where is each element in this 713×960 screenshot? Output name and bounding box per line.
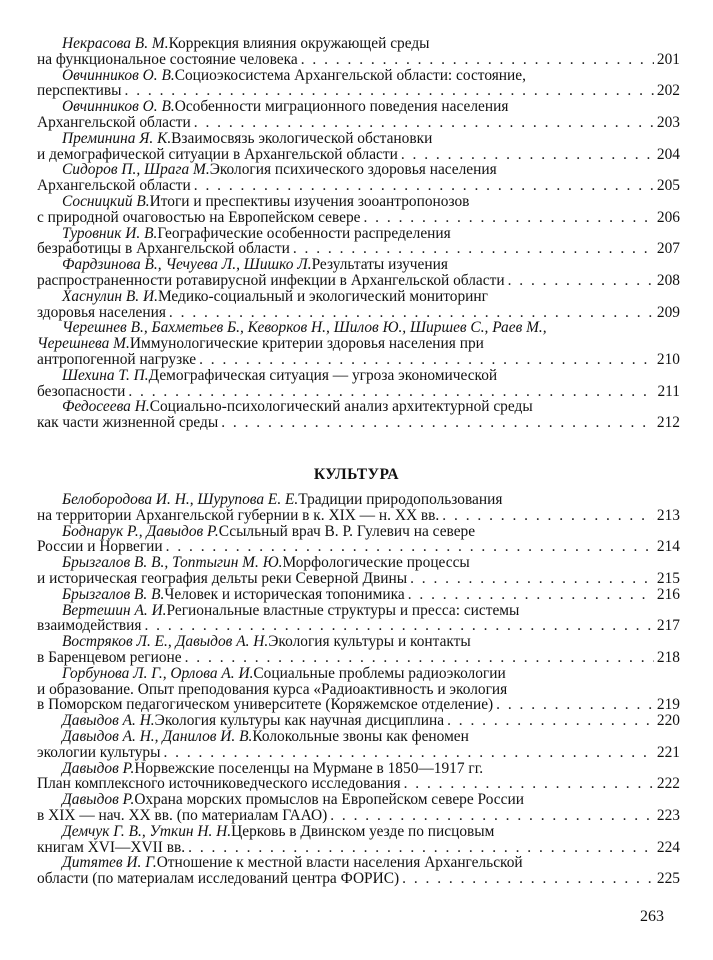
- entry-page-number: 204: [656, 145, 680, 163]
- entry-authors: Туровник И. В.: [62, 224, 158, 242]
- entry-page-number: 210: [656, 350, 680, 368]
- dot-leader: [163, 745, 653, 761]
- contents-entry: [37, 492, 680, 524]
- entry-title: Традиции природопользования: [298, 491, 503, 508]
- entry-line: [37, 824, 680, 840]
- contents-entry: [37, 524, 680, 556]
- entry-title: Отношение к местной власти населения Архангельской: [156, 854, 523, 872]
- entry-line: [37, 618, 680, 634]
- entry-line: [37, 68, 680, 84]
- dot-leader: [221, 415, 654, 431]
- entry-authors: Давыдов А. Н.: [62, 712, 155, 730]
- entry-title: на функциональное состояние человека: [37, 50, 298, 68]
- entry-title: книгам XVI—XVII вв.: [37, 838, 186, 856]
- entry-title: Региональные властные структуры и пресса: системы: [166, 601, 520, 619]
- entry-line: [37, 587, 680, 603]
- entry-line: [37, 194, 680, 210]
- entry-title: антропогенной нагрузке: [37, 350, 197, 368]
- entry-title: Архангельской области: [37, 177, 191, 195]
- entry-line: [37, 761, 680, 777]
- contents-entry: [37, 289, 680, 321]
- entry-authors: Белобородова И. Н., Шурупова Е. Е.: [62, 491, 299, 508]
- entry-authors: Некрасова В. М.: [62, 35, 169, 52]
- contents-entry: [37, 587, 680, 603]
- entry-line: [37, 226, 680, 242]
- entry-line: [37, 603, 680, 619]
- entry-authors: Фардзинова В., Чечуева Л., Шишко Л.: [62, 256, 312, 274]
- entry-line: [37, 492, 680, 508]
- entry-title: Экология культуры и контакты: [268, 633, 471, 651]
- contents-entry: [37, 792, 680, 824]
- contents-entry: [37, 320, 680, 367]
- entry-title: здоровья населения: [37, 303, 166, 321]
- entry-title: в XIX — нач. XX вв. (по материалам ГААО): [37, 806, 328, 824]
- entry-line: [37, 399, 680, 415]
- entry-title: безопасности: [37, 382, 126, 400]
- contents-entry: [37, 68, 680, 100]
- dot-leader: [496, 697, 654, 713]
- entry-line: [37, 855, 680, 871]
- entry-title: Иммунологические критерии здоровья населения при: [129, 335, 484, 353]
- entry-line: [37, 305, 680, 321]
- entry-title: на территории Архангельской губернии в к. XIX — н. XX вв.: [37, 506, 440, 524]
- entry-page-number: 221: [656, 743, 680, 761]
- entry-page-number: 206: [656, 208, 680, 226]
- dot-leader: [301, 52, 654, 68]
- contents-entry: [37, 666, 680, 713]
- entry-authors: Давыдов Р.: [62, 791, 135, 809]
- entry-authors: Шехина Т. П.: [62, 366, 149, 384]
- dot-leader: [166, 539, 654, 555]
- entry-authors: Востряков Л. Е., Давыдов А. Н.: [62, 633, 269, 651]
- entry-line: [37, 147, 680, 163]
- dot-leader: [442, 508, 654, 524]
- entry-title: и образование. Опыт преподования курса «Радиоактивность и экология: [37, 680, 508, 698]
- entry-authors: Боднарук Р., Давыдов Р.: [62, 522, 219, 540]
- entry-line: [37, 682, 680, 698]
- dot-leader: [408, 587, 654, 603]
- entry-line: [37, 729, 680, 745]
- entry-line: [37, 257, 680, 273]
- entry-line: [37, 52, 680, 68]
- entry-page-number: 208: [656, 271, 680, 289]
- contents-entry: [37, 824, 680, 856]
- entry-line: [37, 666, 680, 682]
- entry-line: [37, 241, 680, 257]
- contents-entry: [37, 399, 680, 431]
- entry-authors: Демчук Г. В., Уткин Н. Н.: [62, 822, 232, 840]
- entry-title: Особенности миграционного поведения населения: [174, 98, 509, 116]
- entry-page-number: 220: [656, 712, 680, 730]
- entry-authors: Горбунова Л. Г., Орлова А. И.: [62, 664, 254, 682]
- entry-page-number: 222: [656, 775, 680, 793]
- entry-page-number: 207: [656, 240, 680, 258]
- dot-leader: [402, 871, 654, 887]
- entry-title: Взаимосвязь экологической обстановки: [171, 129, 433, 147]
- contents-entry: [37, 257, 680, 289]
- entry-line: [37, 792, 680, 808]
- entry-line: [37, 36, 680, 52]
- entry-line: [37, 508, 680, 524]
- entry-page-number: 209: [656, 303, 680, 321]
- entry-title: Морфологические процессы: [282, 554, 470, 572]
- entry-title: в Баренцевом регионе: [37, 648, 182, 666]
- dot-leader: [330, 808, 654, 824]
- dot-leader: [169, 305, 654, 321]
- entry-line: [37, 634, 680, 650]
- entry-page-number: 224: [656, 838, 680, 856]
- entry-title: области (по материалам исследований центра ФОРИС): [37, 870, 400, 888]
- entry-page-number: 219: [656, 696, 680, 714]
- entry-title: Архангельской области: [37, 113, 191, 131]
- entry-page-number: 213: [656, 506, 680, 524]
- entry-page-number: 215: [656, 569, 680, 587]
- contents-entry: [37, 194, 680, 226]
- dot-leader: [404, 776, 654, 792]
- entry-line: [37, 524, 680, 540]
- entry-title: Итоги и преспективы изучения зооантропонозов: [149, 192, 470, 210]
- entry-title: Коррекция влияния окружающей среды: [168, 35, 430, 52]
- entry-title: План комплексного источниковедческого исследования: [37, 775, 401, 793]
- entry-authors: Преминина Я. К.: [62, 129, 172, 147]
- contents-entry: [37, 131, 680, 163]
- dot-leader: [401, 147, 654, 163]
- entry-line: [37, 745, 680, 761]
- page-number: 263: [640, 908, 664, 925]
- entry-title: перспективы: [37, 82, 122, 100]
- entry-page-number: 201: [656, 50, 680, 68]
- entry-page-number: 225: [656, 870, 680, 888]
- entry-authors: Сидоров П., Шрага М.: [62, 161, 210, 179]
- entry-line: [37, 871, 680, 887]
- entry-line: [37, 368, 680, 384]
- dot-leader: [293, 241, 654, 257]
- entry-title: как части жизненной среды: [37, 414, 219, 432]
- contents-list-top: [37, 36, 680, 431]
- entry-title: Экология психического здоровья населения: [209, 161, 497, 179]
- entry-authors: Черешнев В., Бахметьев Б., Кеворков Н., Шилов Ю., Ширшев С., Раев М.,: [62, 319, 547, 337]
- entry-title: и демографической ситуации в Архангельской области: [37, 145, 398, 163]
- entry-authors: Давыдов А. Н., Данилов И. В.: [62, 727, 253, 745]
- entry-title: Результаты изучения: [311, 256, 448, 274]
- entry-page-number: 214: [656, 538, 680, 556]
- dot-leader: [128, 384, 654, 400]
- contents-entry: [37, 713, 680, 729]
- contents-list-culture: [37, 492, 680, 887]
- entry-page-number: 205: [656, 177, 680, 195]
- entry-line: [37, 384, 680, 400]
- entry-title: Церковь в Двинском уезде по писцовым: [231, 822, 495, 840]
- entry-title: Медико-социальный и экологический мониторинг: [157, 287, 488, 305]
- entry-page-number: 212: [656, 414, 680, 432]
- entry-authors: Брызгалов В. В.: [62, 585, 165, 603]
- entry-line: [37, 840, 680, 856]
- entry-title: Демографическая ситуация — угроза экономической: [148, 366, 498, 384]
- dot-leader: [185, 650, 654, 666]
- contents-entry: [37, 634, 680, 666]
- entry-page-number: 218: [656, 648, 680, 666]
- entry-line: [37, 555, 680, 571]
- entry-line: [37, 162, 680, 178]
- entry-authors: Черешнева М.: [37, 335, 130, 353]
- entry-authors: Вертешин А. И.: [62, 601, 167, 619]
- entry-title: взаимодействия: [37, 617, 142, 635]
- entry-title: безработицы в Архангельской области: [37, 240, 290, 258]
- entry-title: с природной очаговостью на Европейском севере: [37, 208, 361, 226]
- entry-title: Экология культуры как научная дисциплина: [154, 712, 445, 730]
- entry-title: России и Норвегии: [37, 538, 163, 556]
- entry-page-number: 216: [656, 585, 680, 603]
- entry-line: [37, 352, 680, 368]
- entry-line: [37, 808, 680, 824]
- entry-title: Социально-психологический анализ архитектурной среды: [149, 398, 533, 416]
- entry-title: Социальные проблемы радиоэкологии: [253, 664, 506, 682]
- entry-line: [37, 415, 680, 431]
- entry-title: Ссыльный врач В. Р. Гулевич на севере: [218, 522, 476, 540]
- entry-authors: Овчинников О. В.: [62, 66, 175, 84]
- entry-line: [37, 178, 680, 194]
- entry-line: [37, 99, 680, 115]
- entry-authors: Федосеева Н.: [62, 398, 150, 416]
- entry-line: [37, 273, 680, 289]
- entry-line: [37, 697, 680, 713]
- dot-leader: [144, 618, 653, 634]
- contents-entry: [37, 855, 680, 887]
- dot-leader: [410, 571, 654, 587]
- contents-entry: [37, 603, 680, 635]
- entry-page-number: 223: [656, 806, 680, 824]
- entry-title: Колокольные звоны как феномен: [252, 727, 469, 745]
- dot-leader: [194, 178, 654, 194]
- entry-line: [37, 571, 680, 587]
- entry-title: Охрана морских промыслов на Европейском севере России: [134, 791, 524, 809]
- dot-leader: [447, 713, 654, 729]
- entry-line: [37, 210, 680, 226]
- entry-line: [37, 336, 680, 352]
- entry-authors: Дитятев И. Г.: [62, 854, 157, 872]
- entry-line: [37, 289, 680, 305]
- dot-leader: [125, 83, 654, 99]
- contents-entry: [37, 555, 680, 587]
- dot-leader: [194, 115, 654, 131]
- entry-title: Норвежские поселенцы на Мурмане в 1850—1917 гг.: [134, 759, 484, 777]
- dot-leader: [199, 352, 654, 368]
- entry-line: [37, 115, 680, 131]
- entry-authors: Брызгалов В. В., Топтыгин М. Ю.: [62, 554, 283, 572]
- contents-entry: [37, 162, 680, 194]
- entry-line: [37, 539, 680, 555]
- entry-authors: Овчинников О. В.: [62, 98, 175, 116]
- dot-leader: [188, 840, 654, 856]
- entry-page-number: 217: [656, 617, 680, 635]
- entry-title: Социоэкосистема Архангельской области: состояние,: [174, 66, 526, 84]
- entry-page-number: 202: [656, 82, 680, 100]
- contents-entry: [37, 226, 680, 258]
- contents-entry: [37, 99, 680, 131]
- dot-leader: [363, 210, 653, 226]
- entry-line: [37, 713, 680, 729]
- entry-authors: Хаснулин В. И.: [62, 287, 158, 305]
- entry-title: распространенности ротавирусной инфекции в Архангельской области: [37, 271, 505, 289]
- contents-entry: [37, 36, 680, 68]
- entry-line: [37, 131, 680, 147]
- entry-line: [37, 776, 680, 792]
- entry-page-number: 211: [657, 382, 680, 400]
- entry-title: экологии культуры: [37, 743, 161, 761]
- entry-authors: Сосницкий В.: [62, 192, 150, 210]
- section-heading: КУЛЬТУРА: [313, 466, 400, 483]
- dot-leader: [508, 273, 654, 289]
- contents-entry: [37, 761, 680, 793]
- entry-title: в Поморском педагогическом университете (Коряжемское отделение): [37, 696, 494, 714]
- entry-title: и историческая география дельты реки Северной Двины: [37, 569, 408, 587]
- contents-entry: [37, 368, 680, 400]
- entry-line: [37, 320, 680, 336]
- entry-line: [37, 650, 680, 666]
- entry-page-number: 203: [656, 113, 680, 131]
- contents-entry: [37, 729, 680, 761]
- entry-authors: Давыдов Р.: [62, 759, 135, 777]
- entry-title: Человек и историческая топонимика: [164, 585, 405, 603]
- entry-title: Географические особенности распределения: [157, 224, 451, 242]
- entry-line: [37, 83, 680, 99]
